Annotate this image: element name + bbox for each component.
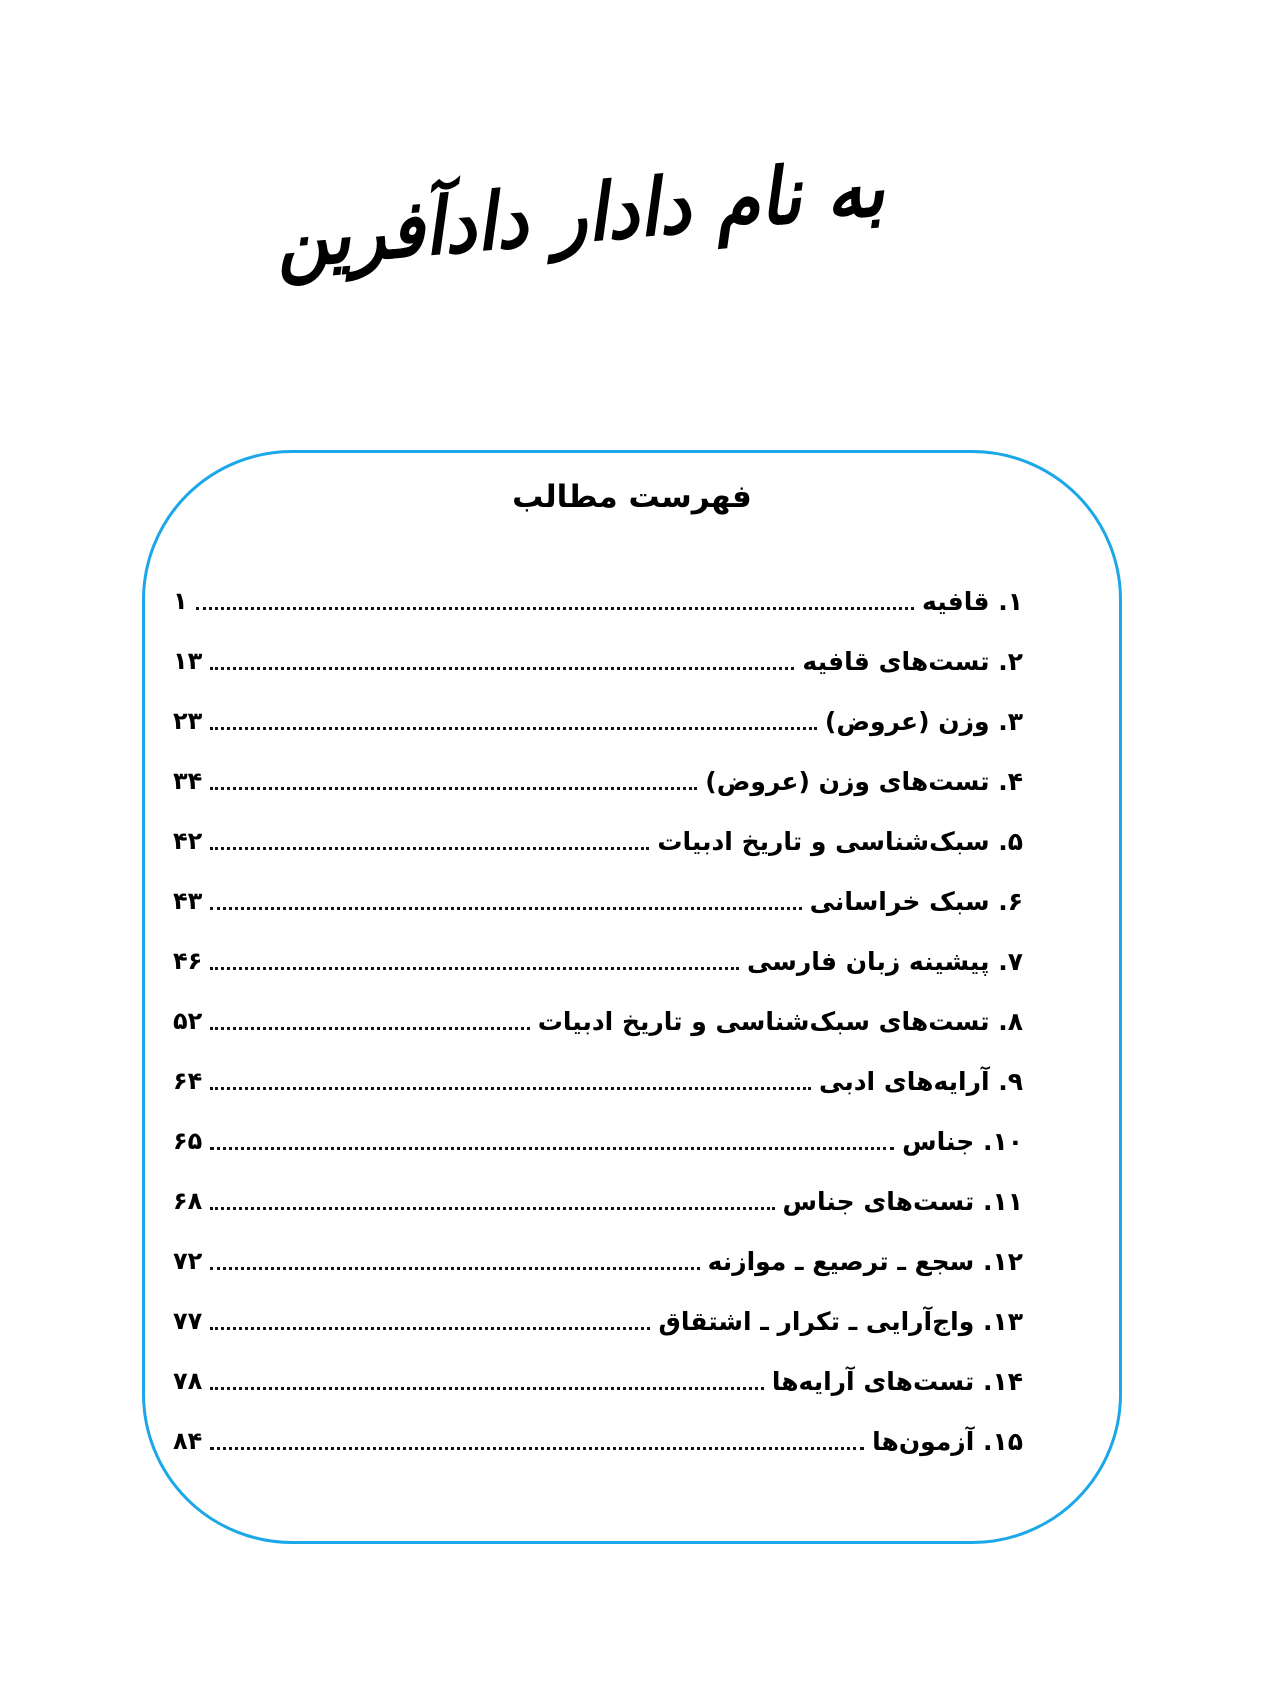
- leader-dots: [210, 667, 794, 670]
- toc-item-label: ۳. وزن (عروض): [824, 706, 1023, 736]
- toc-item-page: ۷۷: [173, 1307, 203, 1335]
- toc-item: [173, 1171, 1023, 1231]
- toc-item-page: ۲۳: [173, 707, 203, 735]
- toc-item: [173, 1411, 1023, 1471]
- toc-item-label: ۷. پیشینه زبان فارسی: [746, 946, 1023, 976]
- toc-item-label: ۱۲. سجع ـ ترصیع ـ موازنه: [707, 1246, 1023, 1276]
- toc-item-page: ۶۴: [173, 1067, 203, 1095]
- leader-dots: [210, 1327, 650, 1330]
- toc-item-label: ۵. سبک‌شناسی و تاریخ ادبیات: [657, 826, 1023, 856]
- toc-item-label: ۱۱. تست‌های جناس: [782, 1186, 1023, 1216]
- toc-item-page: ۴۳: [173, 887, 203, 915]
- toc-item-label: ۹. آرایه‌های ادبی: [819, 1066, 1023, 1096]
- toc-item-label: ۴. تست‌های وزن (عروض): [705, 766, 1023, 796]
- toc-item-page: ۸۴: [173, 1427, 203, 1455]
- toc-item-label: ۱. قافیه: [922, 586, 1023, 616]
- toc-list: [145, 571, 1119, 1471]
- toc-item: [173, 1291, 1023, 1351]
- leader-dots: [210, 787, 697, 790]
- leader-dots: [210, 727, 817, 730]
- toc-item: [173, 1351, 1023, 1411]
- toc-item-page: ۴۶: [173, 947, 203, 975]
- toc-item: [173, 1231, 1023, 1291]
- toc-item-label: ۱۰. جناس: [902, 1126, 1023, 1156]
- toc-item-label: ۱۴. تست‌های آرایه‌ها: [771, 1366, 1023, 1396]
- leader-dots: [210, 1207, 774, 1210]
- bismillah-header: [0, 143, 1160, 287]
- toc-item-page: ۵۲: [173, 1007, 203, 1035]
- calligraphy-title: به نام دادار دادآفرین: [272, 143, 888, 287]
- toc-item-page: ۶۵: [173, 1127, 203, 1155]
- toc-item: [173, 931, 1023, 991]
- leader-dots: [210, 1447, 864, 1450]
- toc-item-label: ۶. سبک خراسانی: [809, 886, 1023, 916]
- leader-dots: [210, 1027, 529, 1030]
- leader-dots: [210, 847, 649, 850]
- toc-item: [173, 571, 1023, 631]
- toc-item: [173, 691, 1023, 751]
- toc-item: [173, 631, 1023, 691]
- toc-item: [173, 871, 1023, 931]
- leader-dots: [196, 607, 914, 610]
- toc-item-label: ۱۳. واج‌آرایی ـ تکرار ـ اشتقاق: [658, 1306, 1023, 1336]
- toc-item-page: ۴۲: [173, 827, 203, 855]
- toc-item: [173, 991, 1023, 1051]
- leader-dots: [210, 1087, 811, 1090]
- toc-item-page: ۱: [173, 587, 188, 615]
- leader-dots: [210, 907, 801, 910]
- leader-dots: [210, 1147, 894, 1150]
- toc-item-page: ۱۳: [173, 647, 203, 675]
- leader-dots: [210, 1387, 764, 1390]
- toc-item-label: ۱۵. آزمون‌ها: [872, 1426, 1023, 1456]
- toc-item: [173, 1051, 1023, 1111]
- toc-item: [173, 811, 1023, 871]
- toc-box: [142, 450, 1122, 1544]
- toc-item-label: ۲. تست‌های قافیه: [802, 646, 1023, 676]
- toc-item-page: ۶۸: [173, 1187, 203, 1215]
- toc-item: [173, 1111, 1023, 1171]
- toc-item: [173, 751, 1023, 811]
- toc-heading: فهرست مطالب: [512, 479, 752, 515]
- toc-item-page: ۷۸: [173, 1367, 203, 1395]
- leader-dots: [210, 1267, 699, 1270]
- toc-item-page: ۳۴: [173, 767, 203, 795]
- leader-dots: [210, 967, 739, 970]
- toc-item-page: ۷۲: [173, 1247, 203, 1275]
- toc-item-label: ۸. تست‌های سبک‌شناسی و تاریخ ادبیات: [537, 1006, 1023, 1036]
